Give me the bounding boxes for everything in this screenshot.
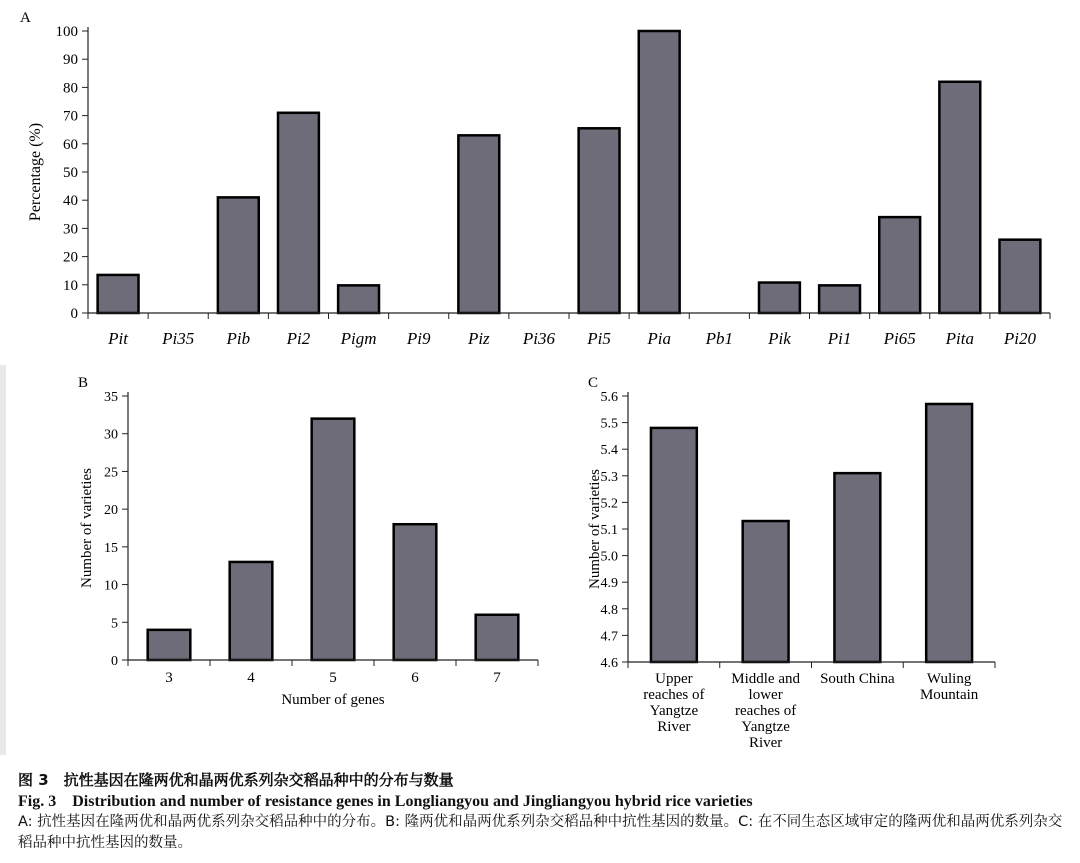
bar [819, 285, 860, 313]
x-tick-label: Pigm [340, 329, 377, 348]
y-tick-label: 0 [111, 654, 118, 669]
bar [834, 473, 880, 662]
bar [278, 113, 319, 313]
bar [579, 128, 620, 313]
y-tick-label: 20 [104, 503, 118, 519]
x-tick-label: Pb1 [705, 329, 734, 348]
bar [338, 285, 379, 313]
y-axis-label: Number of varieties [587, 469, 603, 589]
x-axis-label: Number of genes [281, 692, 385, 708]
y-axis-label: Percentage (%) [27, 122, 44, 222]
y-tick-label: 5.5 [600, 416, 618, 432]
panel-label: A [20, 10, 31, 26]
x-tick-label: 7 [493, 670, 501, 686]
x-tick-label: Wuling Mountain [919, 671, 979, 703]
chart-c [555, 365, 1075, 760]
x-tick-label: Pi65 [883, 329, 916, 348]
x-tick-label: Upper reaches of Yangtze River [643, 671, 705, 735]
x-tick-label: Pik [768, 329, 791, 348]
bar [651, 428, 697, 662]
x-tick-label: Middle and lower reaches of Yangtze River [731, 671, 800, 751]
bar [312, 419, 355, 660]
x-tick-label: Pi5 [587, 329, 611, 348]
bar [218, 197, 259, 313]
bar [458, 135, 499, 313]
bar [879, 217, 920, 313]
chart-a [0, 0, 1080, 362]
bar [926, 404, 972, 662]
bar [639, 31, 680, 313]
x-tick-label: 4 [247, 670, 255, 686]
bar [476, 615, 519, 660]
x-tick-label: Pi9 [406, 329, 431, 348]
y-tick-label: 4.8 [600, 602, 618, 618]
caption-cn-title: 图 3 抗性基因在隆两优和晶两优系列杂交稻品种中的分布与数量 [18, 771, 454, 789]
y-tick-label: 90 [63, 52, 78, 69]
bar [148, 630, 191, 660]
x-tick-label: Piz [467, 329, 490, 348]
x-tick-label: 6 [411, 670, 419, 686]
y-tick-label: 5.3 [600, 469, 618, 485]
y-tick-label: 0 [70, 306, 78, 322]
y-tick-label: 30 [63, 221, 78, 238]
y-tick-label: 30 [104, 427, 118, 443]
y-tick-label: 5.0 [600, 549, 618, 565]
y-tick-label: 15 [104, 540, 118, 556]
y-tick-label: 4.6 [600, 656, 618, 671]
y-tick-label: 10 [104, 578, 118, 594]
y-tick-label: 4.7 [600, 629, 618, 645]
figure-caption [18, 770, 1070, 854]
x-tick-label: Pit [108, 329, 128, 348]
y-tick-label: 10 [63, 277, 78, 294]
y-axis-label: Number of varieties [79, 468, 95, 588]
bar [394, 524, 437, 660]
y-tick-label: 20 [63, 249, 78, 266]
bar [939, 82, 980, 313]
x-tick-label: Pi35 [162, 329, 195, 348]
caption-en-title: Fig. 3 Distribution and number of resistance genes in Longliangyou and Jingliangyou hybrid rice varieties [18, 793, 753, 810]
y-tick-label: 60 [63, 136, 78, 153]
y-tick-label: 5 [111, 616, 118, 632]
y-tick-label: 5.6 [600, 390, 618, 405]
panel-label: B [78, 375, 89, 391]
x-tick-label: 5 [329, 670, 337, 686]
y-tick-label: 25 [104, 465, 118, 481]
y-tick-label: 5.2 [600, 496, 618, 512]
bar [743, 521, 789, 662]
panel-label: C [588, 375, 599, 391]
x-tick-label: Pi2 [286, 329, 311, 348]
y-tick-label: 100 [55, 24, 78, 40]
x-tick-label: South China [820, 671, 895, 687]
caption-description: A: 抗性基因在隆两优和晶两优系列杂交稻品种中的分布。B: 隆两优和晶两优系列杂交稻品种中抗性基因的数量。C: 在不同生态区域审定的隆两优和晶两优系列杂交稻品种中抗性基因的数量。 [18, 814, 1063, 851]
x-tick-label: Pita [945, 329, 974, 348]
bar [759, 283, 800, 313]
x-tick-label: Pi36 [522, 329, 555, 348]
chart-b [0, 365, 555, 760]
x-tick-label: Pib [226, 329, 251, 348]
y-tick-label: 35 [104, 390, 118, 405]
y-tick-label: 80 [63, 80, 78, 97]
bar [999, 240, 1040, 313]
x-tick-label: Pia [647, 329, 671, 348]
y-tick-label: 50 [63, 165, 78, 181]
y-tick-label: 4.9 [600, 576, 618, 592]
x-tick-label: Pi20 [1003, 329, 1036, 348]
y-tick-label: 5.4 [600, 443, 618, 459]
bar [98, 275, 139, 313]
y-tick-label: 5.1 [600, 523, 618, 538]
x-tick-label: 3 [165, 670, 173, 686]
bar [230, 562, 273, 660]
y-tick-label: 40 [63, 193, 78, 210]
x-tick-label: Pi1 [827, 329, 852, 348]
y-tick-label: 70 [63, 108, 78, 125]
